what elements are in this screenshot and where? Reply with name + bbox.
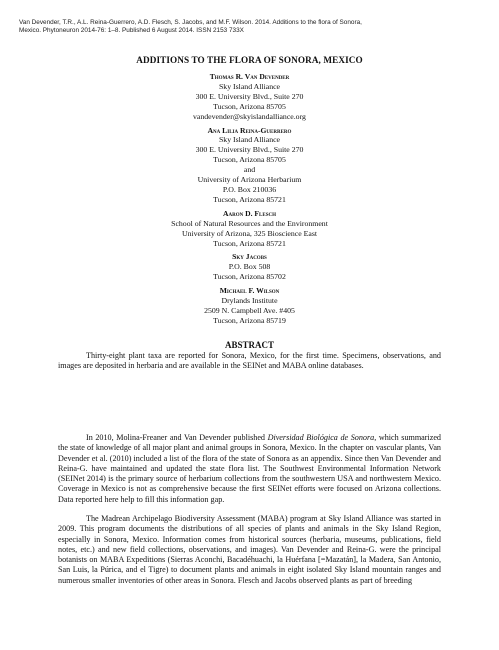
affiliation-line: P.O. Box 508 (228, 262, 271, 272)
affiliation-line: Tucson, Arizona 85705 (213, 155, 286, 165)
citation-line-1: Van Devender, T.R., A.L. Reina-Guerrero, A.D. Flesch, S. Jacobs, and M.F. Wilson. 2014. Additions to the flora of Sonora, (19, 19, 362, 26)
affiliation-line: Drylands Institute (221, 296, 278, 306)
author-name: Aaron D. Flesch (223, 208, 276, 218)
affiliation-line: University of Arizona, 325 Bioscience East (181, 228, 318, 238)
author-name: Sky Jacobs (232, 252, 267, 262)
affiliation-line: 300 E. University Blvd., Suite 270 (195, 91, 304, 101)
affiliation-line: Sky Island Alliance (218, 81, 281, 91)
author-list (0, 72, 499, 330)
maba-paragraph: The Madrean Archipelago Biodiversity Assessment (MABA) program at Sky Island Alliance was started in 2009. This program documents the distributions of all species of plants and animals in the Sky Island Region, especially in Sonora, Mexico. Information comes from historical sources (herbaria, museums, publications, field notes, etc.) and new field collections, observations, and images). Van Devender and Reina-G. were the principal botanists on MABA Expeditions (Sierras Aconchi, Bacadéhuachi, la Huérfana [=Mazatán], la Madera, San Antonio, San Luis, la Púrica, and el Tigre) to document plants and animals in eight isolated Sky Island mountain ranges and numerous smaller inventories of other areas in Sonora. Flesch and Jacobs observed plants as part of breeding (58, 514, 441, 585)
affiliation-line: Tucson, Arizona 85702 (213, 272, 286, 282)
author-name: Ana Lilia Reina-Guerrero (207, 125, 292, 135)
affiliation-line: 2509 N. Campbell Ave. #405 (204, 305, 295, 315)
intro-paragraph (58, 433, 441, 505)
affiliation-line: Tucson, Arizona 85719 (213, 315, 286, 325)
affiliation-line: University of Arizona Herbarium (197, 175, 302, 185)
abstract-paragraph: Thirty-eight plant taxa are reported for Sonora, Mexico, for the first time. Specimens, observations, and images are deposited in herbaria and are available in the SEINet and MABA online databases. (58, 351, 441, 371)
book-title: Diversidad Biológica de Sonora (267, 433, 375, 442)
author-block (0, 126, 499, 205)
affiliation-line: Tucson, Arizona 85705 (213, 101, 286, 111)
author-name: Michael F. Wilson (219, 286, 280, 296)
running-header (19, 19, 489, 36)
intro-section (58, 433, 441, 505)
abstract-body (58, 351, 441, 372)
affiliation-line: Sky Island Alliance (218, 135, 281, 145)
author-name: Thomas R. Van Devender (209, 72, 290, 81)
affiliation-line: and (243, 165, 256, 175)
citation-line-2: Mexico. Phytoneuron 2014-76: 1–8. Published 6 August 2014. ISSN 2153 733X (19, 27, 244, 35)
affiliation-line: P.O. Box 210036 (222, 184, 277, 194)
author-block (0, 209, 499, 249)
author-block (0, 72, 499, 122)
affiliation-line: Tucson, Arizona 85721 (213, 238, 286, 248)
intro-text-start: In 2010, Molina-Freaner and Van Devender published (86, 433, 268, 442)
author-block (0, 252, 499, 282)
author-email: vandevender@skyislandalliance.org (193, 111, 306, 121)
affiliation-line: 300 E. University Blvd., Suite 270 (195, 145, 304, 155)
affiliation-line: Tucson, Arizona 85721 (213, 194, 286, 204)
intro-text-rest: , which summarized the state of knowledge of all major plant and animal groups in Sonora, Mexico. In the chapter on vascular plants, Van Devender et al. (2010) included a list of the flora of the state of Sonora as an appendix. Since then Van Devender and Reina-G. have maintained and updated the state flora list. The Southwest Environmental Information Network (SEINet 2014) is the primary source of herbarium collections from the southwestern USA and northwestern Mexico. Coverage in Mexico is not as comprehensive because the first SEINet efforts were focused on Arizona collections. Data reported here help to fill this information gap. (58, 433, 441, 504)
affiliation-line: School of Natural Resources and the Environment (171, 218, 328, 228)
maba-section (58, 514, 441, 586)
abstract-heading: ABSTRACT (224, 340, 274, 350)
paper-title: ADDITIONS TO THE FLORA OF SONORA, MEXICO (136, 55, 363, 65)
author-block (0, 286, 499, 326)
